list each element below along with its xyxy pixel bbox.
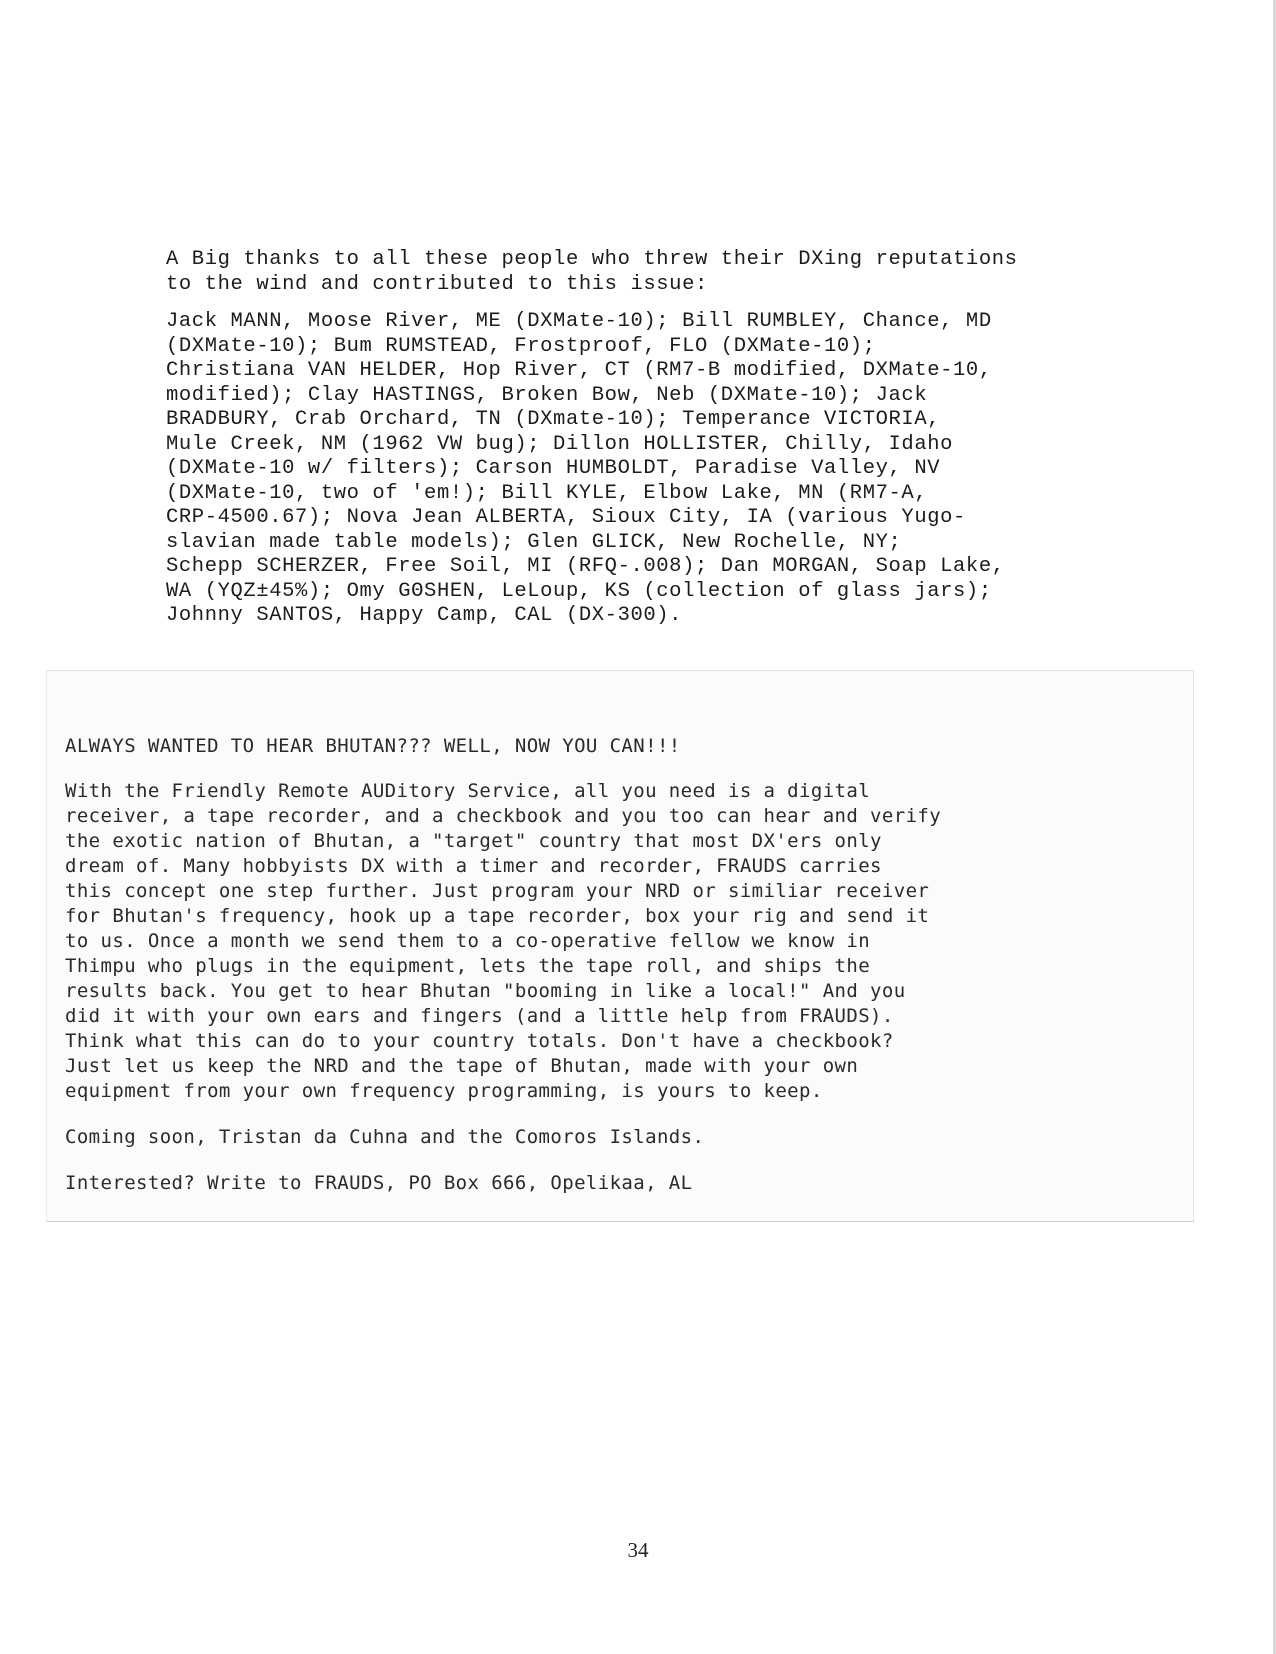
ad-coming-soon: Coming soon, Tristan da Cuhna and the Comoros Islands. <box>65 1126 705 1148</box>
contributors-list: Jack MANN, Moose River, ME (DXMate-10); Bill RUMBLEY, Chance, MD (DXMate-10); Bum RUMSTEAD, Frostproof, FLO (DXMate-10); Christiana VAN HELDER, Hop River, CT (RM7-B modified, DXMate-10, modified); Clay HASTINGS, Broken Bow, Neb (DXMate-10); Jack BRADBURY, Crab Orchard, TN (DXmate-10); Temperance VICTORIA, Mule Creek, NM (1962 VW bug); Dillon HOLLISTER, Chilly, Idaho (DXMate-10 w/ filters); Carson HUMBOLDT, Paradise Valley, NV (DXMate-10, two of 'em!); Bill KYLE, Elbow Lake, MN (RM7-A, CRP-4500.67); Nova Jean ALBERTA, Sioux City, IA (various Yugo- slavian made table models); Glen GLICK, New Rochelle, NY; Schepp SCHERZER, Free Soil, MI (RFQ-.008); Dan MORGAN, Soap Lake, WA (YQZ±45%); Omy GΘSHEN, LeLoup, KS (collection of glass jars); Johnny SANTOS, Happy Camp, CAL (DX-300). <box>166 310 1005 627</box>
thanks-section <box>166 248 1166 629</box>
frauds-ad-clipping <box>46 670 1194 1222</box>
frauds-ad-text <box>65 733 1185 1216</box>
ad-body: With the Friendly Remote AUDitory Service, all you need is a digital receiver, a tape recorder, and a checkbook and you too can hear and verify the exotic nation of Bhutan, a "target" country that most DX'ers only dream of. Many hobbyists DX with a timer and recorder, FRAUDS carries this concept one step further. Just program your NRD or similiar receiver for Bhutan's frequency, hook up a tape recorder, box your rig and send it to us. Once a month we send them to a co-operative fellow we know in Thimpu who plugs in the equipment, lets the tape roll, and ships the results back. You get to hear Bhutan "booming in like a local!" And you did it with your own ears and fingers (and a little help from FRAUDS). Think what this can do to your country totals. Don't have a checkbook? Just let us keep the NRD and the tape of Bhutan, made with your own equipment from your own frequency programming, is yours to keep. <box>65 780 942 1102</box>
thanks-intro: A Big thanks to all these people who threw their DXing reputations to the wind and contributed to this issue: <box>166 248 1018 296</box>
ad-headline: ALWAYS WANTED TO HEAR BHUTAN??? WELL, NOW YOU CAN!!! <box>65 735 681 757</box>
ad-contact: Interested? Write to FRAUDS, PO Box 666, Opelikaa, AL <box>65 1172 693 1194</box>
page-number: 34 <box>627 1538 649 1562</box>
